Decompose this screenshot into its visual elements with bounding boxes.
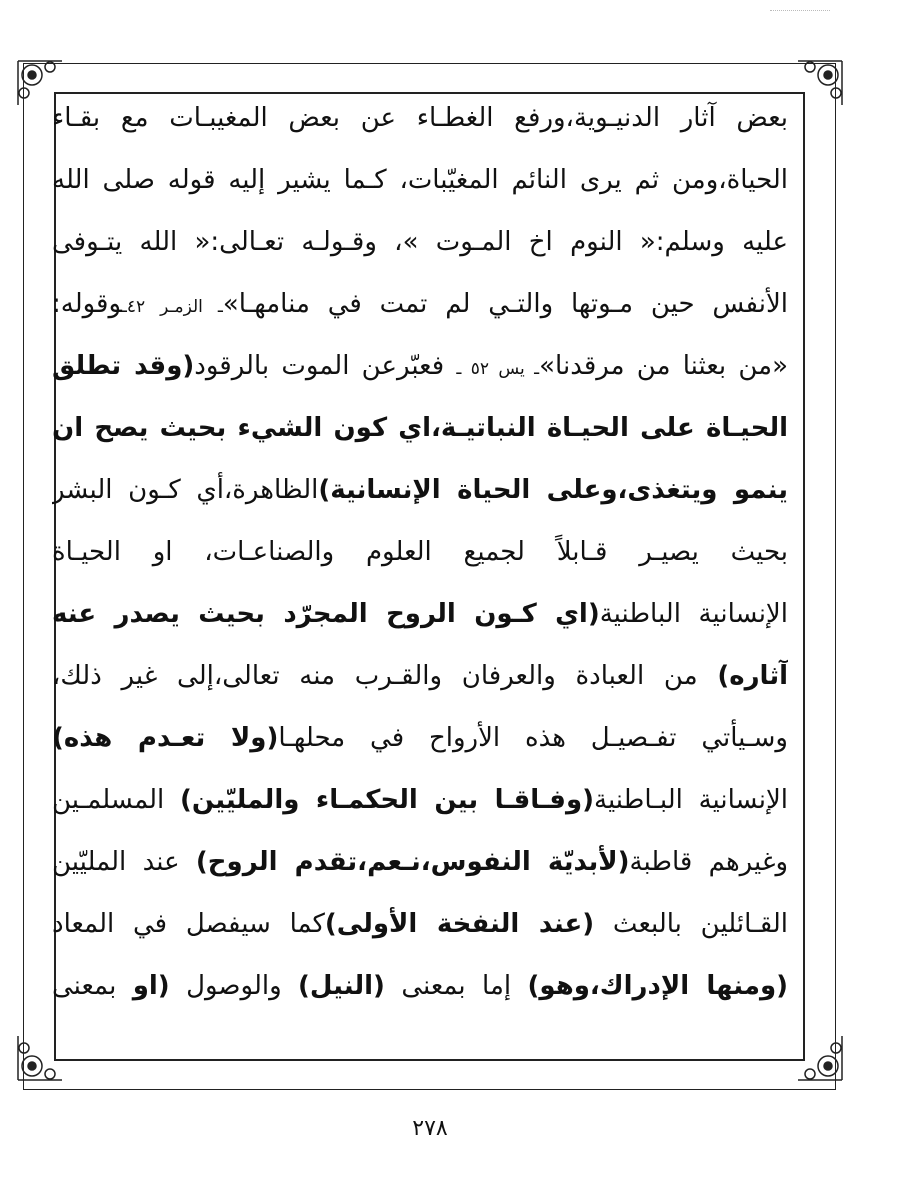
bold-text-segment: الحيـاة على الحيـاة النباتيـة،اي كون الشيء بحيث يصح ان: [52, 413, 788, 443]
text-segment: وقوله:: [52, 289, 122, 319]
text-segment: ـ يس ٥٢ ـ: [456, 359, 540, 379]
text-line: [52, 832, 788, 892]
text-segment: عند المليّين: [52, 847, 196, 877]
corner-ornament-icon: [792, 55, 848, 111]
text-line: [52, 398, 788, 458]
text-line: [52, 584, 788, 644]
text-segment: ـ الزمـر ٤٢ـ: [121, 297, 223, 317]
corner-ornament-icon: [792, 1030, 848, 1086]
text-line: [52, 212, 788, 272]
text-segment: بمعنى: [52, 971, 133, 1001]
text-segment: الإنسانية البـاطنية: [594, 785, 788, 815]
text-line: [52, 460, 788, 520]
bold-text-segment: (النيل): [298, 971, 385, 1001]
text-line: [52, 522, 788, 582]
bold-text-segment: ينمو ويتغذى،وعلى الحياة الإنسانية): [318, 475, 788, 505]
text-segment: من العبادة والعرفان والقـرب منه تعالى،إلى غير ذلك،: [52, 661, 718, 691]
text-segment: فعبّرعن الموت بالرقود: [194, 351, 457, 381]
text-segment: الإنسانية الباطنية: [599, 599, 788, 629]
bold-text-segment: (عند النفخة الأولى): [324, 909, 595, 939]
top-dots: [770, 10, 830, 15]
text-line: [52, 956, 788, 1016]
text-line: [52, 894, 788, 954]
text-line: [52, 150, 788, 210]
page-number: ٢٧٨: [412, 1116, 448, 1141]
text-line: [52, 88, 788, 148]
text-segment: والوصول: [169, 971, 299, 1001]
text-line: [52, 770, 788, 830]
bold-text-segment: (ولا تعـدم هذه): [52, 723, 279, 753]
text-line: [52, 646, 788, 706]
text-line: [52, 336, 788, 396]
bold-text-segment: (لأبديّة النفوس،نـعم،تقدم الروح): [195, 847, 630, 877]
bold-text-segment: (وفـاقـا بين الحكمـاء والمليّين): [180, 785, 594, 815]
text-line: [52, 274, 788, 334]
text-segment: المسلمـين: [52, 785, 180, 815]
text-segment: بحيث يصيـر قـابلاً لجميع العلوم والصناعـات، او الحيـاة: [52, 537, 788, 567]
text-segment: عليه وسلم:« النوم اخ المـوت »، وقـولـه تعـالى:« الله يتـوفى: [52, 227, 788, 257]
bold-text-segment: (ومنها الإدراك،وهو): [527, 971, 788, 1001]
text-segment: إما بمعنى: [384, 971, 528, 1001]
text-segment: الأنفس حين مـوتها والتـي لم تمت في منامهـا»: [222, 289, 788, 319]
text-segment: القـائلين بالبعث: [594, 909, 788, 939]
text-segment: «من بعثنا من مرقدنا»: [539, 351, 788, 381]
text-segment: وغيرهم قاطبة: [629, 847, 788, 877]
bold-text-segment: آثاره): [717, 661, 788, 691]
bold-text-segment: (وقد تطلق: [52, 351, 195, 381]
text-segment: وسـيأتي تفـصيـل هذه الأرواح في محلهـا: [278, 723, 788, 753]
bold-text-segment: (او: [132, 971, 170, 1001]
text-line: [52, 708, 788, 768]
corner-ornament-icon: [12, 1030, 68, 1086]
bold-text-segment: (اي كـون الروح المجرّد بحيث يصدر عنه: [52, 599, 600, 629]
text-segment: كما سيفصل في المعاد: [52, 909, 325, 939]
main-text-block: [52, 88, 788, 1018]
text-segment: بعض آثار الدنيـوية،ورفع الغطـاء عن بعض المغيبـات مع بقـاء: [52, 103, 788, 133]
text-segment: الظاهرة،أي كـون البشر: [52, 475, 319, 505]
text-segment: الحياة،ومن ثم يرى النائم المغيّبات، كـما يشير إليه قوله صلى الله: [52, 165, 788, 195]
